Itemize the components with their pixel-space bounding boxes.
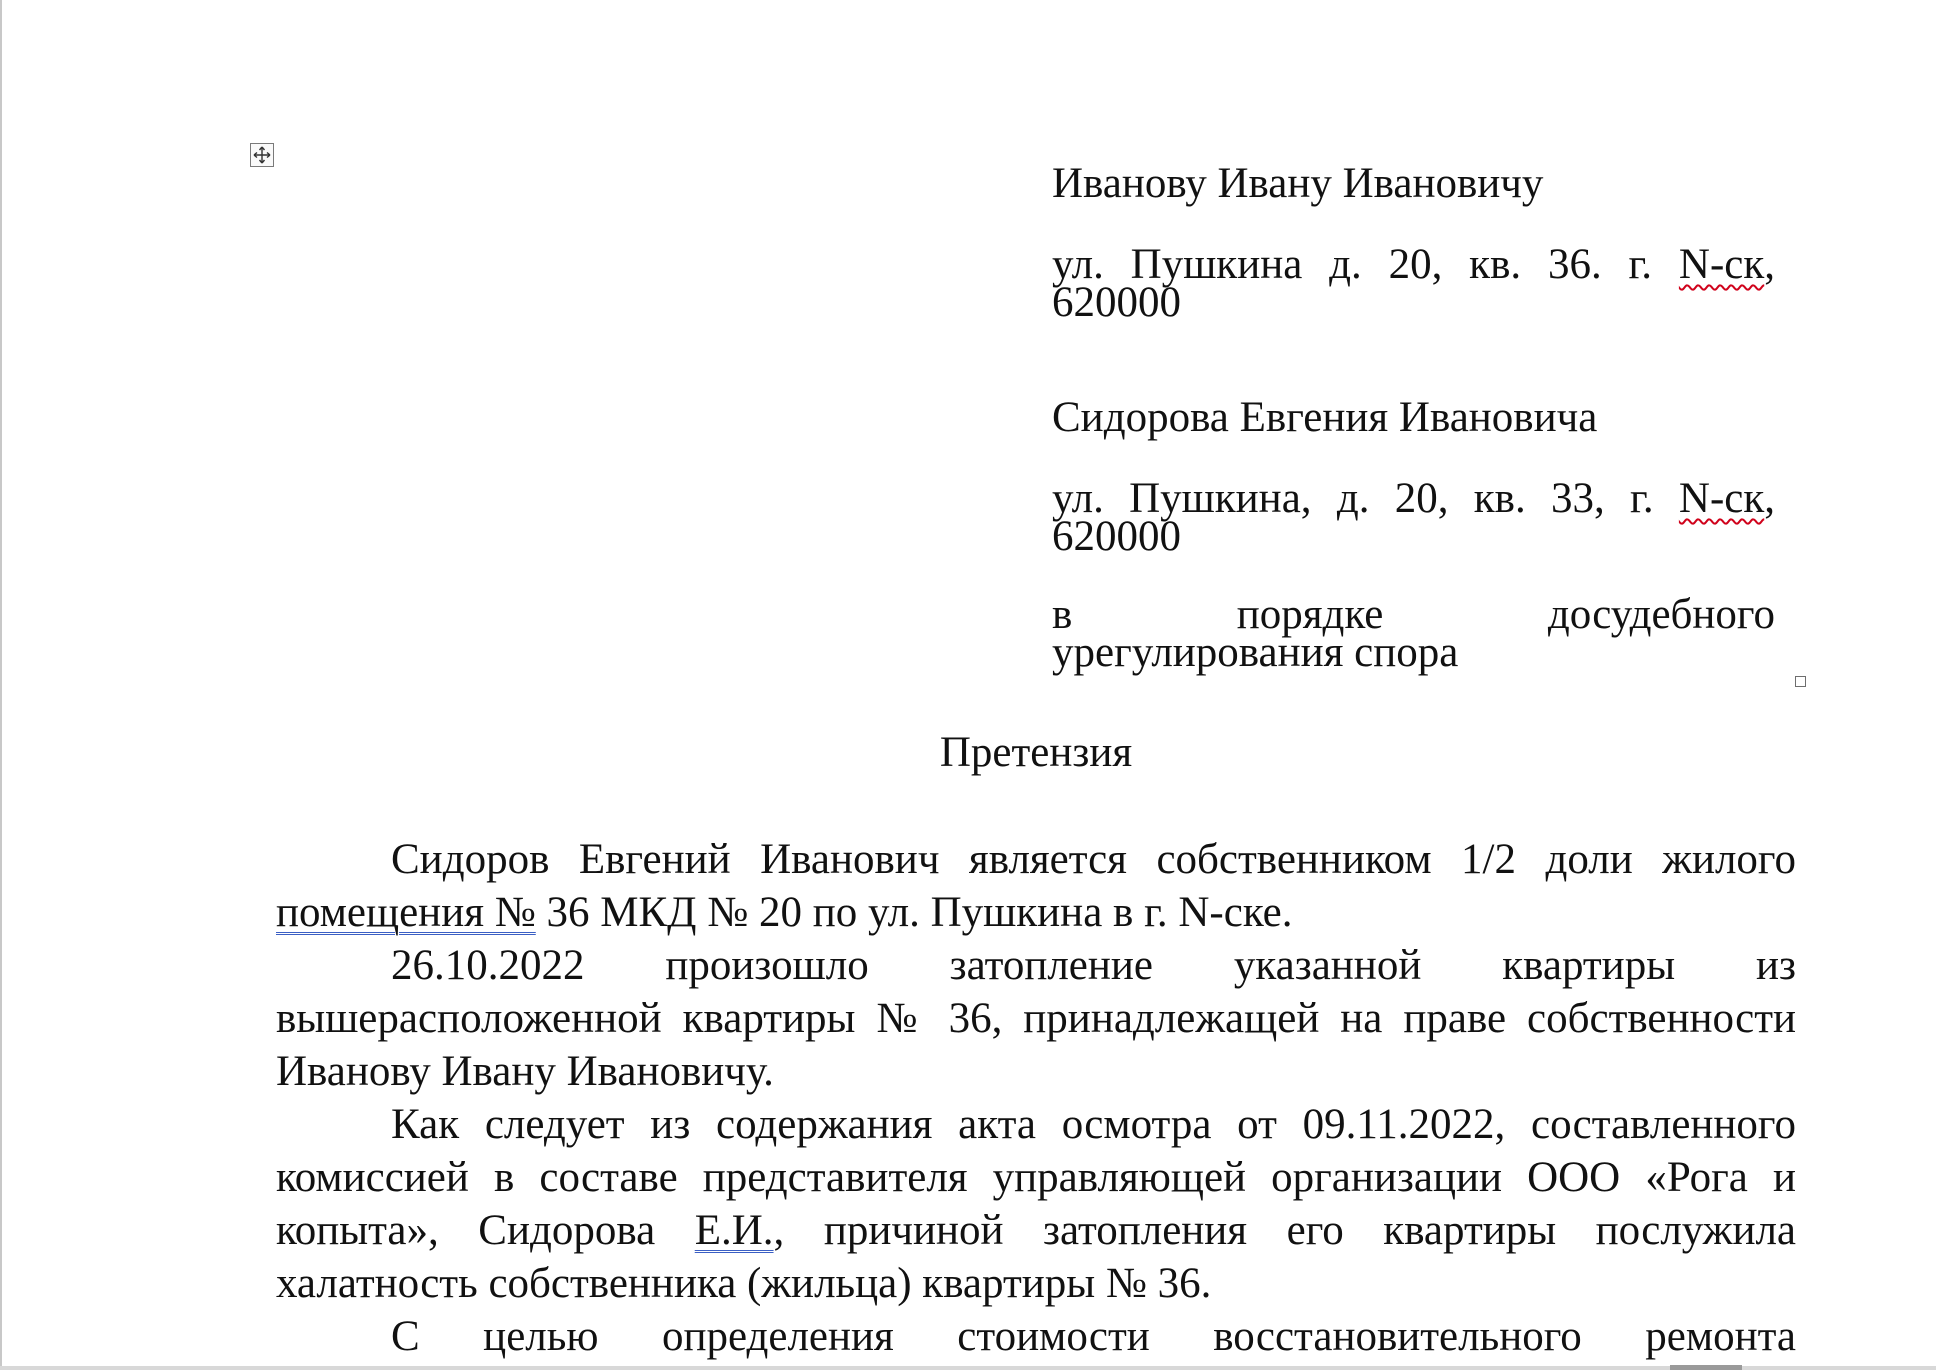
spellcheck-word[interactable]: N-ск bbox=[1678, 241, 1765, 288]
grammar-flagged-text[interactable]: Е.И. bbox=[694, 1207, 774, 1254]
sender-name: Сидорова Евгения Ивановича bbox=[1052, 394, 1598, 441]
page-bottom-edge bbox=[0, 1366, 1936, 1370]
recipient-address bbox=[1052, 241, 1775, 326]
procedure-line1: в порядке досудебного bbox=[1052, 591, 1775, 638]
procedure-line2: урегулирования спора bbox=[1052, 629, 1459, 676]
table-move-handle-icon[interactable] bbox=[250, 143, 274, 167]
paragraph-1: Сидоров Евгений Иванович является собственником 1/2 доли жилого помещения № 36 МКД № 20 по ул. Пушкина в г. N-ске. bbox=[276, 836, 1796, 936]
recipient-address-line2: 620000 bbox=[1052, 279, 1181, 326]
paragraph-4: С целью определения стоимости восстановительного ремонта bbox=[391, 1313, 1796, 1360]
recipient-block bbox=[1052, 160, 1775, 207]
document-body bbox=[276, 833, 1796, 1363]
scrollbar-thumb[interactable] bbox=[1670, 1365, 1742, 1370]
table-resize-handle-icon[interactable] bbox=[1795, 676, 1806, 687]
sender-block bbox=[1052, 394, 1775, 441]
paragraph-3: Как следует из содержания акта осмотра от 09.11.2022, составленного комиссией в составе представителя управляющей организации ООО «Рога и копыта», Сидорова Е.И., причиной затопления его квартиры послужила халатность собственника (жильца) квартиры № 36. bbox=[276, 1101, 1796, 1307]
paragraph-2: 26.10.2022 произошло затопление указанной квартиры из вышерасположенной квартиры № 36, принадлежащей на праве собственности Иванову Ивану Ивановичу. bbox=[276, 942, 1796, 1095]
spellcheck-word[interactable]: N-ск bbox=[1678, 475, 1765, 522]
document-title: Претензия bbox=[939, 729, 1133, 776]
recipient-name: Иванову Ивану Ивановичу bbox=[1052, 160, 1544, 207]
sender-address-line1: ул. Пушкина, д. 20, кв. 33, г. N-ск, bbox=[1052, 475, 1775, 522]
page-left-edge bbox=[0, 0, 2, 1370]
sender-address bbox=[1052, 475, 1775, 560]
move-arrows-icon bbox=[253, 146, 271, 164]
sender-address-line2: 620000 bbox=[1052, 513, 1181, 560]
recipient-address-line1: ул. Пушкина д. 20, кв. 36. г. N-ск, bbox=[1052, 241, 1775, 288]
grammar-flagged-text[interactable]: помещения № bbox=[276, 889, 536, 936]
procedure-note bbox=[1052, 591, 1775, 676]
